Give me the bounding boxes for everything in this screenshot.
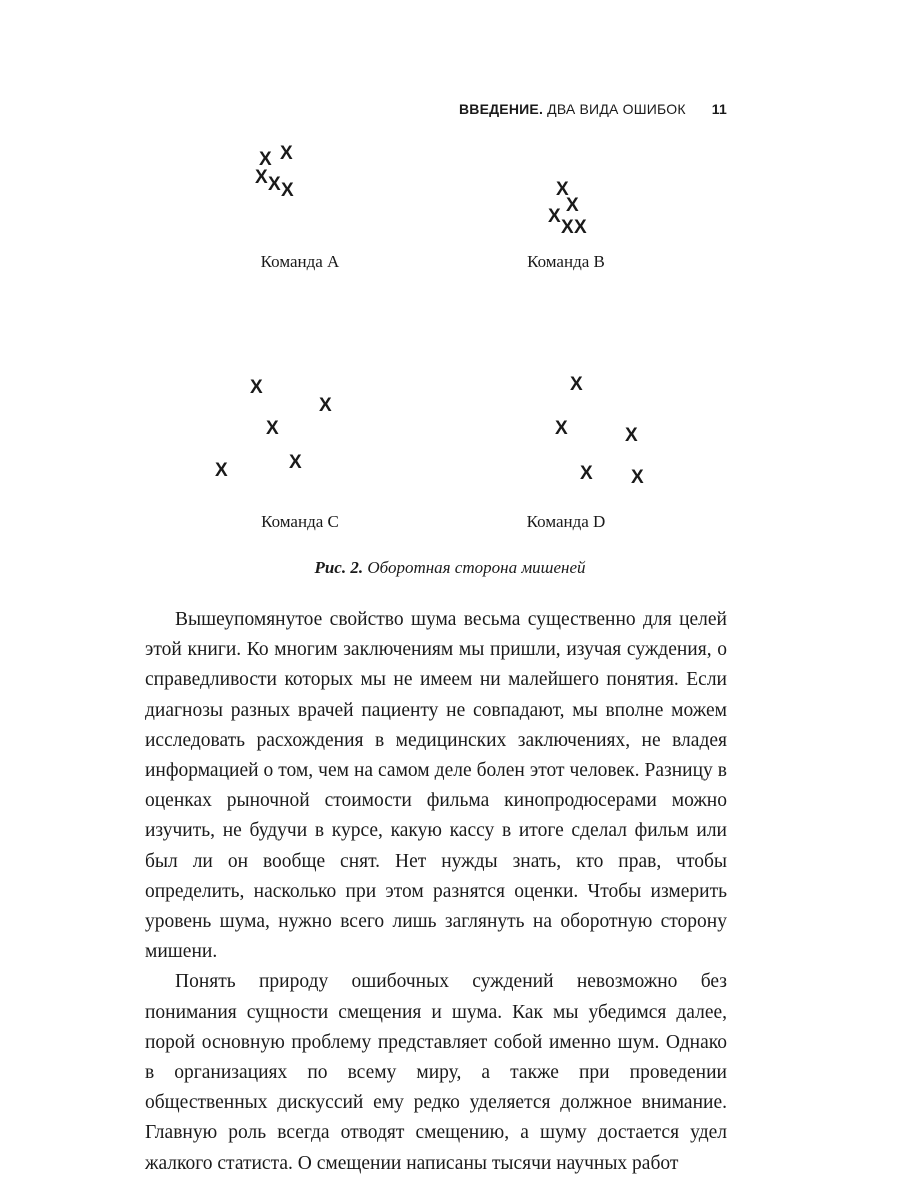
figure-caption-text: Оборотная сторона мишеней [367,558,586,577]
shot-mark: X [625,425,638,446]
paragraph: Вышеупомянутое свойство шума весьма существенно для целей этой книги. Ко многим заключениям мы пришли, изучая суждения, о справедливости которых мы не имеем ни малейшего понятия. Если диагнозы разных врачей пациенту не совпадают, мы вполне можем исследовать расхождения в медицинских заключениях, не владея информацией о том, чем на самом деле болен этот человек. Разницу в оценках рыночной стоимости фильма кинопродюсерами можно изучить, не будучи в курсе, какую кассу в итоге сделал фильм или был ли он вообще снят. Нет нужды знать, кто прав, чтобы определить, насколько при этом разнятся оценки. Чтобы измерить уровень шума, нужно всего лишь заглянуть на оборотную сторону мишени. [145,609,727,963]
shot-mark: X [250,377,263,398]
shot-mark: X [280,143,293,164]
team-label: Команда D [526,512,606,531]
team-label: Команда A [260,252,340,271]
shot-mark: X [255,167,268,188]
shot-mark: X [555,418,568,439]
page-number: 11 [711,101,727,117]
shot-mark: X [574,217,587,238]
shot-mark: X [580,463,593,484]
shot-mark: X [548,206,561,227]
shot-mark: X [268,174,281,195]
shot-mark: X [556,179,569,200]
shot-mark: X [566,195,579,216]
shot-mark: X [570,374,583,395]
figure-number: Рис. 2. [314,558,364,577]
body-text [145,605,727,1179]
paragraph: Понять природу ошибочных суждений невозможно без понимания сущности смещения и шума. Как мы убедимся далее, порой основную проблему представляет собой именно шум. Однако в организациях по всему миру, а также при проведении общественных дискуссий ему редко уделяется должное внимание. Главную роль всегда отводят смещению, а шуму достается удел жалкого статиста. О смещении написаны тысячи научных работ [145,971,727,1174]
shot-mark: X [319,395,332,416]
shot-mark: X [281,180,294,201]
shot-mark: X [631,467,644,488]
chapter-title: ДВА ВИДА ОШИБОК [547,101,686,117]
shot-mark: X [289,452,302,473]
shot-mark: X [259,149,272,170]
team-label: Команда C [261,512,339,531]
figure-caption [0,558,900,578]
shot-mark: X [215,460,228,481]
team-label: Команда B [527,252,605,271]
shot-mark: X [561,217,574,238]
shot-mark: X [266,418,279,439]
chapter-title-bold: ВВЕДЕНИЕ. [458,101,544,117]
